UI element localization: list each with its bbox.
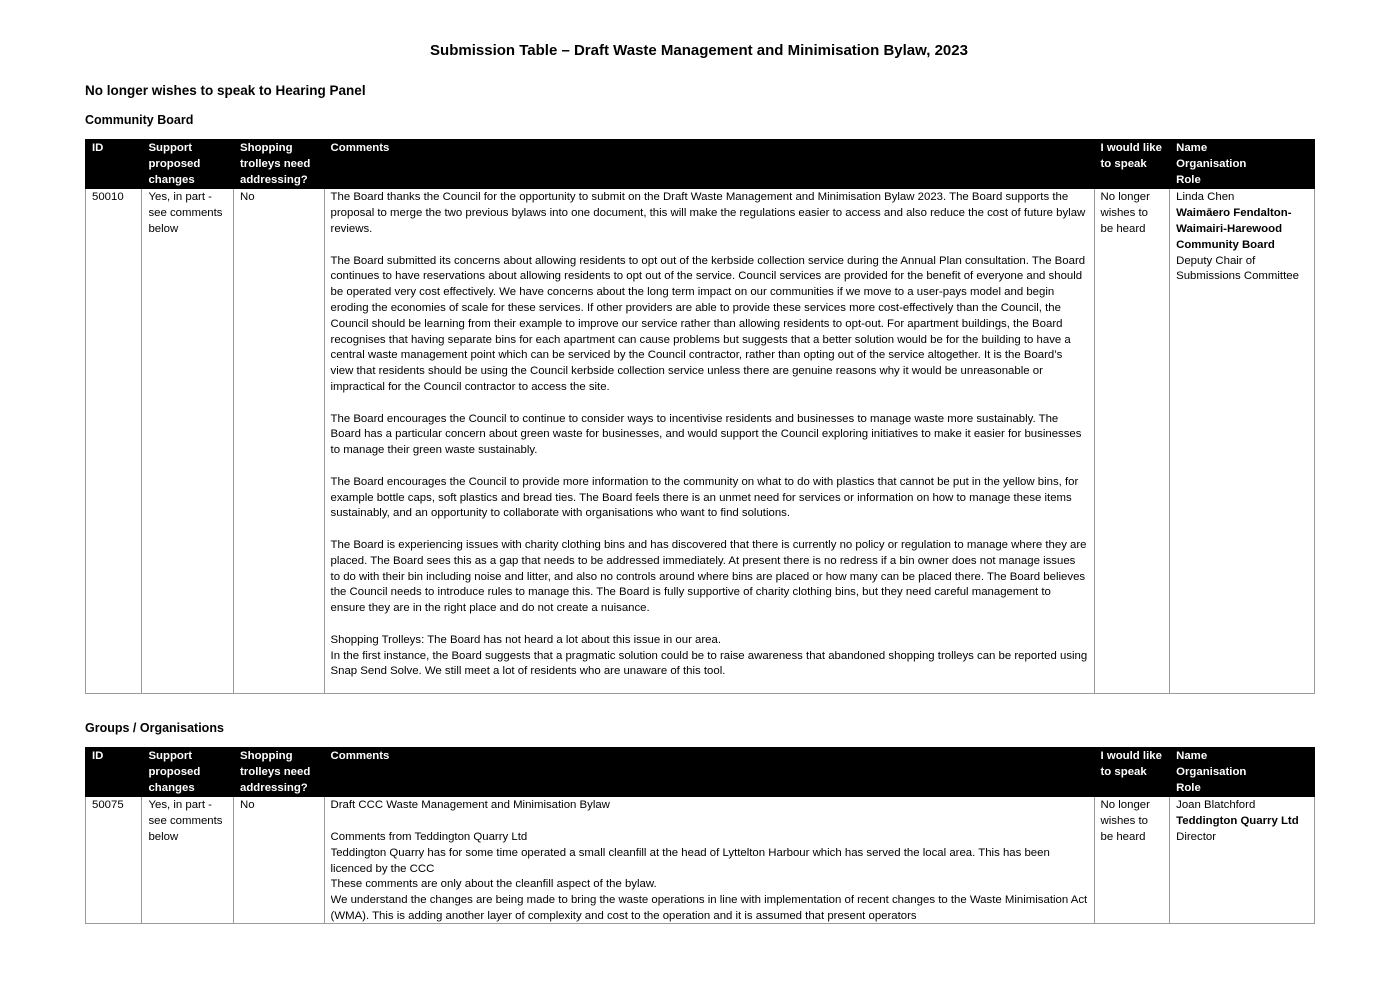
table-header-row xyxy=(86,140,1315,189)
header-trolleys: Shopping trolleys need addressing? xyxy=(234,748,325,797)
groups-table xyxy=(85,747,1315,924)
groups-heading: Groups / Organisations xyxy=(85,721,224,735)
cell-comments xyxy=(324,189,1094,694)
comment-paragraph: The Board encourages the Council to continue to consider ways to incentivise residents and businesses to manage waste more sustainably. The Board has a particular concern about green waste for businesses, and would support the Council exploring initiatives to make it easier for businesses to manage their green waste sustainably. xyxy=(330,412,1082,457)
cell-speak: No longer wishes to be heard xyxy=(1094,797,1170,924)
comment-paragraph: The Board thanks the Council for the opportunity to submit on the Draft Waste Management and Minimisation Bylaw 2023. The Board supports the proposal to merge the two previous bylaws into one document, this will make the regulations easier to access and also reduce the cost of future bylaw reviews. xyxy=(330,191,1086,235)
cell-trolleys: No xyxy=(234,189,325,694)
header-support: Support proposed changes xyxy=(142,140,234,189)
submitter-organisation: Waimāero Fendalton-Waimairi-Harewood Community Board xyxy=(1176,207,1292,251)
document-title: Submission Table – Draft Waste Management and Minimisation Bylaw, 2023 xyxy=(430,42,968,59)
comment-paragraph: Comments from Teddington Quarry Ltd Teddington Quarry has for some time operated a small cleanfill at the head of Lyttelton Harbour which has served the local area. This has been licenced by the CCC These comments are only about the cleanfill aspect of the bylaw. We understand the changes are being made to bring the waste operations in line with implementation of recent changes to the Waste Minimisation Act (WMA). This is adding another layer of complexity and cost to the operation and it is assumed that present operators xyxy=(330,830,1088,922)
comment-paragraph: Draft CCC Waste Management and Minimisation Bylaw xyxy=(330,799,610,812)
table-header-row xyxy=(86,748,1315,797)
cell-trolleys: No xyxy=(234,797,325,924)
cell-support: Yes, in part - see comments below xyxy=(142,797,234,924)
header-id: ID xyxy=(86,140,142,189)
cell-id: 50075 xyxy=(86,797,142,924)
submitter-role: Director xyxy=(1176,830,1216,843)
submitter-role: Deputy Chair of Submissions Committee xyxy=(1176,254,1299,283)
header-trolleys: Shopping trolleys need addressing? xyxy=(234,140,325,189)
cell-speak: No longer wishes to be heard xyxy=(1094,189,1170,694)
cell-id: 50010 xyxy=(86,189,142,694)
comments-clip xyxy=(331,798,1088,922)
header-name xyxy=(1170,748,1315,797)
cell-support: Yes, in part - see comments below xyxy=(142,189,234,694)
header-speak: I would like to speak xyxy=(1094,140,1170,189)
submitter-organisation: Teddington Quarry Ltd xyxy=(1176,815,1299,828)
header-name-label: Name Organisation Role xyxy=(1176,750,1247,794)
comment-paragraph: Shopping Trolleys: The Board has not heard a lot about this issue in our area. In the first instance, the Board suggests that a pragmatic solution could be to raise awareness that abandoned shopping trolleys can be reported using Snap Send Solve. We still meet a lot of residents who are unaware of this tool. xyxy=(330,633,1088,678)
cell-comments xyxy=(324,797,1094,924)
community-board-table xyxy=(85,139,1315,694)
header-id: ID xyxy=(86,748,142,797)
cell-submitter xyxy=(1170,189,1315,694)
header-support: Support proposed changes xyxy=(142,748,234,797)
section-heading: No longer wishes to speak to Hearing Panel xyxy=(85,83,366,98)
header-speak: I would like to speak xyxy=(1094,748,1170,797)
table-row xyxy=(86,797,1315,924)
comment-paragraph: The Board submitted its concerns about allowing residents to opt out of the kerbside collection service during the Annual Plan consultation. The Board continues to have reservations about allowing residents to opt out of the service. Council services are provided for the benefit of everyone and should be operated very cost effectively. We have concerns about the long term impact on our communities if we move to a user-pays model and begin eroding the economies of scale for these services. If other providers are able to provide these services more cost-effectively than the Council, the Council should be learning from their example to improve our service rather than allowing residents to opt-out. For apartment buildings, the Board recognises that having separate bins for each apartment can cause problems but suggests that a better solution would be for the building to have a central waste management point which can be serviced by the Council contractor, rather than opting out of the service altogether. It is the Board’s view that residents should be using the Council kerbside collection service unless there are genuine reasons why it would be unreasonable or impractical for the Council contractor to access the site. xyxy=(330,254,1086,393)
table-row xyxy=(86,189,1315,694)
submitter-name: Linda Chen xyxy=(1176,191,1235,204)
cell-submitter xyxy=(1170,797,1315,924)
header-comments: Comments xyxy=(324,748,1094,797)
header-comments: Comments xyxy=(324,140,1094,189)
header-name-label: Name Organisation Role xyxy=(1176,142,1247,186)
submitter-name: Joan Blatchford xyxy=(1176,799,1256,812)
comment-paragraph: The Board encourages the Council to provide more information to the community on what to do with plastics that cannot be put in the yellow bins, for example bottle caps, soft plastics and bread ties. The Board feels there is an unmet need for services or information on how to manage these items sustainably, and an opportunity to collaborate with organisations who want to find solutions. xyxy=(330,475,1079,520)
community-board-heading: Community Board xyxy=(85,113,194,127)
comment-paragraph: The Board is experiencing issues with charity clothing bins and has discovered that there is currently no policy or regulation to manage where they are placed. The Board sees this as a gap that needs to be addressed immediately. At present there is no redress if a bin owner does not manage issues to do with their bin including noise and litter, and also no controls around where bins are placed or how many can be placed there. The Board believes the Council needs to introduce rules to manage this. The Board is fully supportive of charity clothing bins, but they need careful management to ensure they are in the right place and do not create a nuisance. xyxy=(330,538,1087,615)
header-name xyxy=(1170,140,1315,189)
